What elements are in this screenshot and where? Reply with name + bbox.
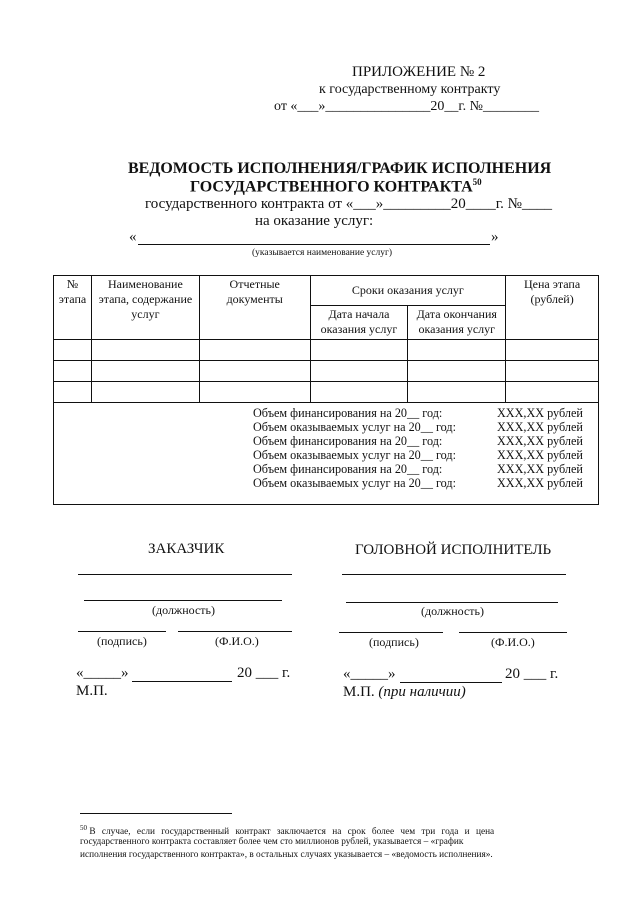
customer-date-month-line [132,681,232,682]
table-row [54,382,599,403]
header-stage-price: Цена этапа (рублей) [506,276,599,340]
table-row [54,361,599,382]
service-name-open-quote: « [129,229,137,245]
contractor-stamp-text: М.П. [343,684,375,700]
financing-value: ХХХ,ХХ рублей [497,448,583,462]
contractor-date-day: «_____» [343,666,396,682]
appendix-date-line: от «___»_______________20__г. №________ [274,99,539,114]
footnote-text-1: В случае, если государственный контракт заключается на срок более чем три года и цена [89,827,495,838]
customer-signature-caption: (подпись) [97,634,147,648]
customer-fio-caption: (Ф.И.О.) [215,634,259,648]
contractor-signature-caption: (подпись) [369,635,419,649]
financing-value: ХХХ,ХХ рублей [497,462,583,476]
financing-value: ХХХ,ХХ рублей [497,476,583,490]
appendix-subtitle: к государственному контракту [319,82,501,97]
contractor-position-line [346,602,558,603]
document-title-line2 [190,177,482,196]
financing-label: Объем оказываемых услуг на 20__ год: [253,476,457,490]
service-name-hint: (указывается наименование услуг) [252,248,393,258]
contractor-position-caption: (должность) [421,604,484,618]
header-report-documents: Отчетные документы [199,276,310,340]
financing-value: ХХХ,ХХ рублей [497,420,583,434]
schedule-table [53,275,599,505]
table-row [54,340,599,361]
appendix-title: ПРИЛОЖЕНИЕ № 2 [352,64,486,80]
footnote-line3: исполнения государственного контракта», в остальных случаях указывается – «ведомость исполнения». [80,850,493,860]
contract-line: государственного контракта от «___»_________20____г. №____ [145,196,552,212]
contractor-fio-line [459,632,567,633]
customer-title: ЗАКАЗЧИК [148,541,225,557]
customer-date-day: «_____» [76,665,129,681]
financing-label: Объем финансирования на 20__ год: [253,406,443,420]
contractor-fio-caption: (Ф.И.О.) [491,635,535,649]
financing-value: ХХХ,ХХ рублей [497,406,583,420]
contractor-date-year: 20 ___ г. [505,666,559,682]
contractor-stamp-note: (при наличии) [378,684,466,700]
service-name-close-quote: » [491,229,499,245]
customer-date-year: 20 ___ г. [237,665,291,681]
document-title-line2-text: ГОСУДАРСТВЕННОГО КОНТРАКТА [190,178,473,196]
contractor-title: ГОЛОВНОЙ ИСПОЛНИТЕЛЬ [355,542,552,558]
customer-fio-line [178,631,292,632]
contractor-stamp [343,684,466,701]
header-end-date: Дата окончания оказания услуг [408,306,506,340]
financing-value: ХХХ,ХХ рублей [497,434,583,448]
header-stage-number: № этапа [54,276,92,340]
header-start-date: Дата начала оказания услуг [310,306,408,340]
customer-name-line [78,574,292,575]
services-line: на оказание услуг: [255,213,374,229]
financing-label: Объем оказываемых услуг на 20__ год: [253,448,457,462]
service-name-field [138,244,490,245]
contractor-signature-line [339,632,443,633]
customer-position-line [84,600,282,601]
customer-stamp: М.П. [76,683,108,699]
financing-label: Объем финансирования на 20__ год: [253,462,443,476]
customer-position-caption: (должность) [152,603,215,617]
document-title-line1: ВЕДОМОСТЬ ИСПОЛНЕНИЯ/ГРАФИК ИСПОЛНЕНИЯ [128,160,552,177]
footnote-mark: 50 [80,824,87,832]
title-footnote-mark: 50 [472,177,482,187]
financing-label: Объем оказываемых услуг на 20__ год: [253,420,457,434]
contractor-name-line [342,574,566,575]
contractor-date-month-line [400,682,502,683]
financing-label: Объем финансирования на 20__ год: [253,434,443,448]
header-service-terms: Сроки оказания услуг [310,276,506,306]
header-stage-name: Наименование этапа, содержание услуг [91,276,199,340]
footnote-separator [80,813,232,814]
financing-summary [54,403,599,505]
customer-signature-line [78,631,166,632]
footnote-line2: государственного контракта составляет более чем сто миллионов рублей, указывается – «график [80,837,464,847]
